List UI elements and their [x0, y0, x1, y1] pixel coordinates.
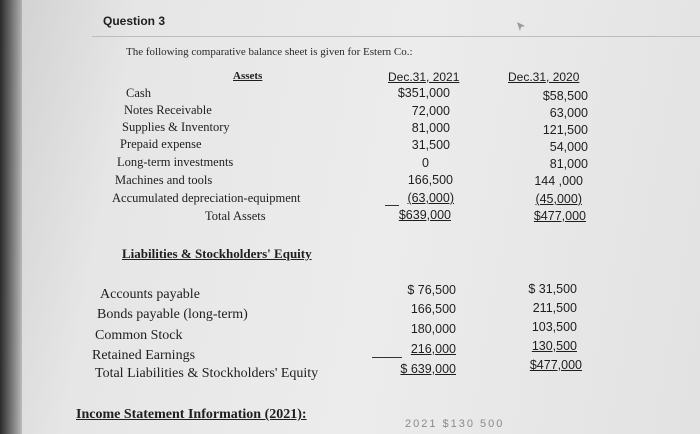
liab-label-total: Total Liabilities & Stockholders' Equity [95, 366, 319, 381]
underline-mark-2 [372, 357, 402, 358]
cut-off-text: 2021 $130 500 [405, 418, 505, 430]
asset-2021-investments: 0 [422, 156, 429, 170]
asset-label-notes-receivable: Notes Receivable [124, 103, 212, 117]
column-header-2021: Dec.31, 2021 [388, 70, 460, 84]
liab-label-retained-earnings: Retained Earnings [92, 348, 196, 363]
liab-2021-total: $ 639,000 [400, 362, 456, 376]
asset-2021-prepaid: 31,500 [411, 138, 450, 152]
liabilities-header: Liabilities & Stockholders' Equity [122, 246, 312, 261]
asset-2021-accum-depreciation: (63,000) [407, 191, 454, 205]
question-title: Question 3 [103, 14, 166, 28]
asset-2021-cash: $351,000 [397, 86, 450, 100]
asset-2020-notes-receivable: 63,000 [549, 106, 588, 120]
asset-2020-prepaid: 54,000 [549, 140, 588, 154]
liab-2020-accounts-payable: $ 31,500 [528, 282, 577, 296]
left-edge-shadow [0, 0, 22, 434]
divider [92, 36, 700, 37]
asset-2020-accum-depreciation: (45,000) [535, 192, 582, 206]
asset-label-cash: Cash [126, 86, 151, 100]
asset-2021-supplies: 81,000 [411, 121, 450, 135]
asset-label-accum-depreciation: Accumulated depreciation-equipment [112, 191, 301, 205]
assets-header: Assets [233, 70, 263, 82]
asset-2020-cash: $58,500 [542, 89, 588, 103]
asset-2021-total: $639,000 [398, 208, 451, 222]
liab-label-bonds-payable: Bonds payable (long-term) [97, 307, 248, 322]
asset-label-investments: Long-term investments [117, 155, 234, 169]
column-header-2020: Dec.31, 2020 [508, 70, 580, 84]
asset-label-machines: Machines and tools [115, 173, 213, 187]
asset-label-total: Total Assets [205, 209, 266, 223]
asset-label-supplies: Supplies & Inventory [122, 120, 230, 134]
liab-label-accounts-payable: Accounts payable [100, 287, 200, 302]
liab-2020-total: $477,000 [529, 358, 582, 372]
asset-2021-machines: 166,500 [407, 173, 453, 187]
liab-2020-bonds-payable: 211,500 [532, 301, 577, 315]
asset-2020-supplies: 121,500 [542, 123, 588, 137]
liab-2021-retained-earnings: 216,000 [410, 342, 456, 356]
asset-2020-investments: 81,000 [549, 157, 588, 171]
cursor-icon [515, 20, 527, 32]
intro-text: The following comparative balance sheet is given for Estern Co.: [126, 46, 413, 58]
liab-2021-bonds-payable: 166,500 [410, 302, 456, 316]
asset-2020-machines: 144 ,000 [534, 174, 583, 188]
asset-2021-notes-receivable: 72,000 [411, 104, 450, 118]
underline-mark [385, 205, 399, 206]
liab-2021-common-stock: 180,000 [410, 322, 456, 336]
liab-2020-retained-earnings: 130,500 [531, 339, 577, 353]
asset-2020-total: $477,000 [533, 209, 586, 223]
asset-label-prepaid: Prepaid expense [120, 137, 202, 151]
liab-2021-accounts-payable: $ 76,500 [407, 283, 456, 297]
liab-2020-common-stock: 103,500 [531, 320, 577, 334]
liab-label-common-stock: Common Stock [95, 328, 183, 343]
income-statement-header: Income Statement Information (2021): [76, 407, 307, 422]
